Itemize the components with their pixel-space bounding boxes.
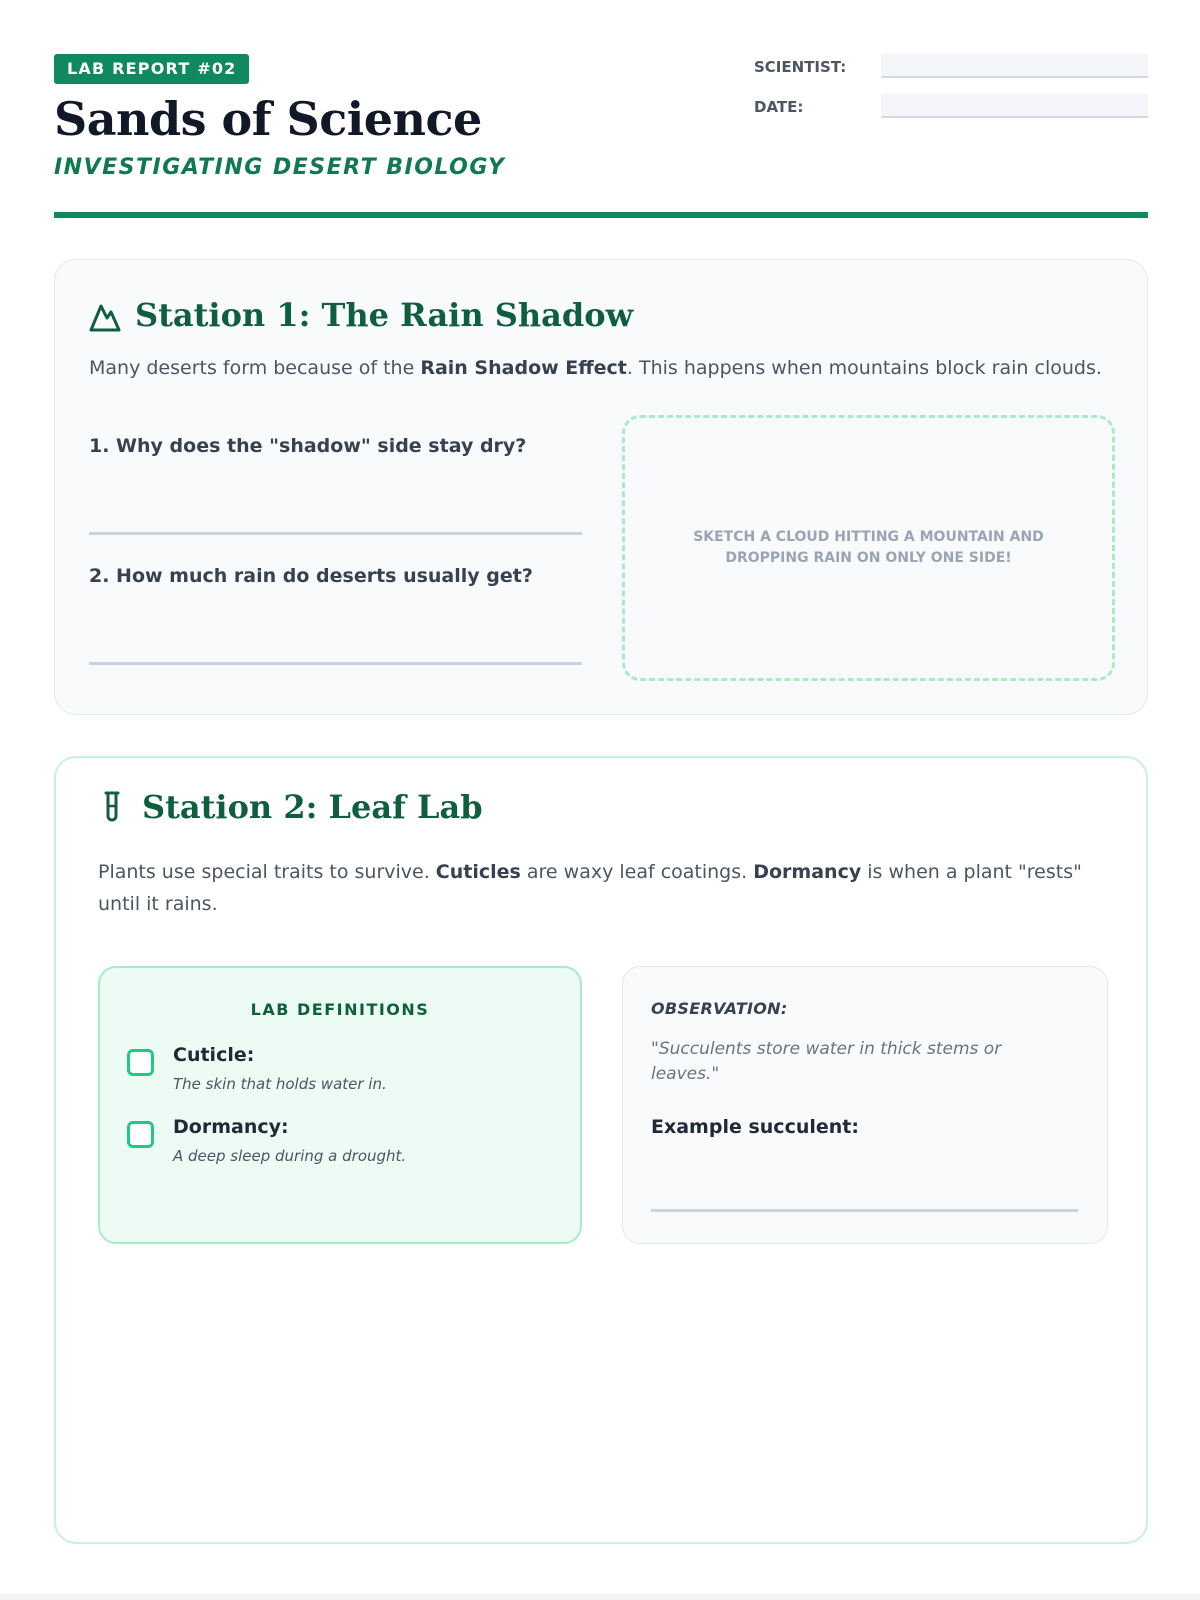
observation-box xyxy=(622,966,1108,1244)
intro-text: are waxy leaf coatings. xyxy=(520,861,754,883)
mountain-icon xyxy=(89,302,121,336)
station-1-title: Station 1: The Rain Shadow xyxy=(135,296,634,334)
definition-term-dormancy: Dormancy: xyxy=(173,1116,289,1138)
answer-line-1[interactable] xyxy=(89,532,582,535)
station-2-card xyxy=(54,756,1148,1544)
intro-text: Many deserts form because of the xyxy=(89,357,421,379)
definition-term-cuticle: Cuticle: xyxy=(173,1044,255,1066)
cuticle-checkbox[interactable] xyxy=(127,1049,154,1076)
intro-term-dormancy: Dormancy xyxy=(753,861,862,883)
definition-desc-cuticle: The skin that holds water in. xyxy=(173,1075,387,1093)
station-2-title: Station 2: Leaf Lab xyxy=(142,788,483,826)
date-field[interactable] xyxy=(881,94,1148,118)
question-2: 2. How much rain do deserts usually get? xyxy=(89,565,533,587)
example-succulent-label: Example succulent: xyxy=(651,1116,859,1138)
station-2-intro xyxy=(98,856,1088,920)
intro-text: . This happens when mountains block rain clouds. xyxy=(626,357,1102,379)
sketch-prompt: SKETCH A CLOUD HITTING A MOUNTAIN AND DROPPING RAIN ON ONLY ONE SIDE! xyxy=(693,529,1044,566)
intro-text: Plants use special traits to survive. xyxy=(98,861,436,883)
lab-definitions-box xyxy=(98,966,582,1244)
answer-line-2[interactable] xyxy=(89,662,582,665)
sketch-area[interactable] xyxy=(622,415,1115,681)
intro-term-rain-shadow: Rain Shadow Effect xyxy=(420,357,627,379)
date-label: DATE: xyxy=(754,98,804,116)
lab-report-badge: LAB REPORT #02 xyxy=(54,54,249,84)
definition-desc-dormancy: A deep sleep during a drought. xyxy=(173,1147,407,1165)
intro-text: is when a plant "rests" until it rains. xyxy=(98,861,1082,915)
intro-term-cuticles: Cuticles xyxy=(435,861,521,883)
dormancy-checkbox[interactable] xyxy=(127,1121,154,1148)
question-1: 1. Why does the "shadow" side stay dry? xyxy=(89,435,527,457)
station-1-card xyxy=(54,259,1148,715)
observation-label: OBSERVATION: xyxy=(651,999,788,1018)
scientist-field[interactable] xyxy=(881,54,1148,78)
page-subtitle: INVESTIGATING DESERT BIOLOGY xyxy=(54,155,506,180)
definitions-title: LAB DEFINITIONS xyxy=(250,1000,430,1019)
header-divider xyxy=(54,212,1148,218)
test-tube-icon xyxy=(102,790,122,828)
observation-quote: "Succulents store water in thick stems or leaves." xyxy=(651,1039,1002,1084)
example-succulent-answer-line[interactable] xyxy=(651,1209,1078,1212)
scientist-label: SCIENTIST: xyxy=(754,58,847,76)
page-bottom-edge xyxy=(0,1594,1200,1600)
station-1-intro xyxy=(89,352,1119,384)
page-title: Sands of Science xyxy=(54,92,482,146)
